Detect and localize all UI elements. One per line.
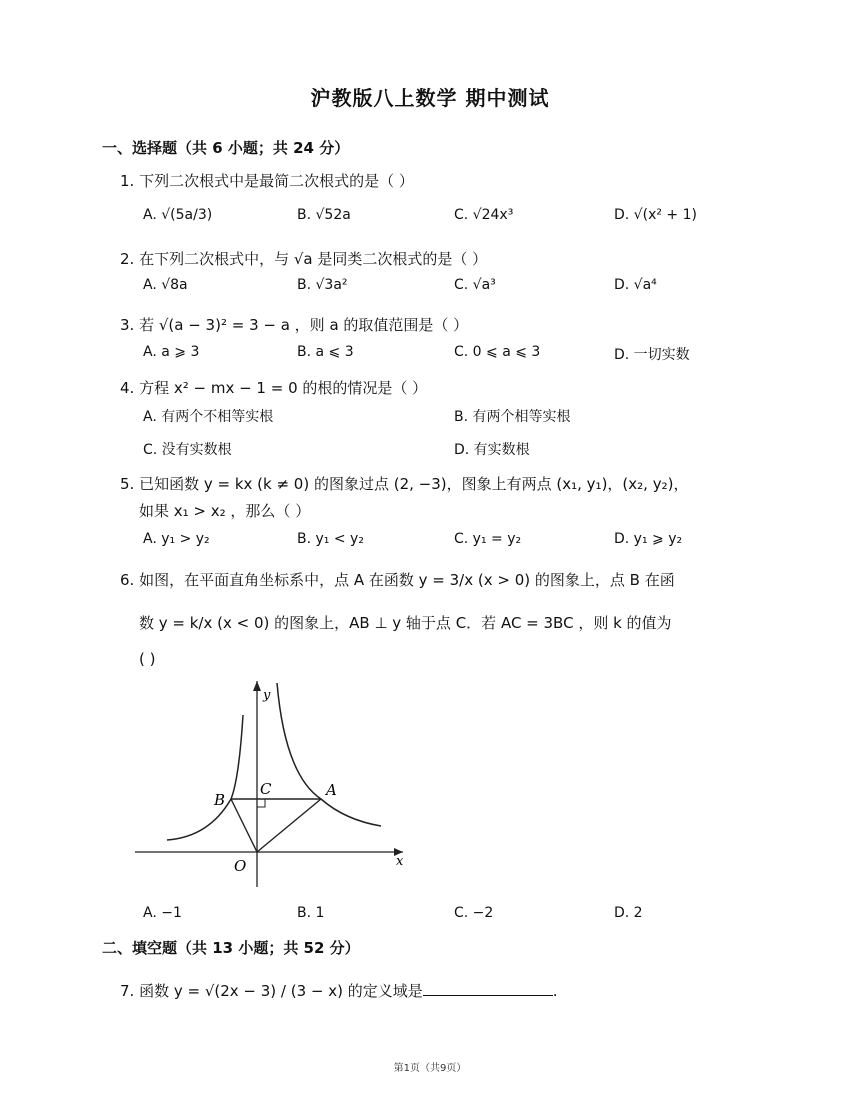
question-6-stem: 6. 如图，在平面直角坐标系中，点 A 在函数 y = 3/x (x > 0) 的图象上，点 B 在函	[120, 571, 675, 589]
question-3-option-a: A. a ⩾ 3	[143, 344, 200, 360]
label-c: C	[260, 780, 272, 798]
question-7-stem	[120, 980, 558, 1001]
question-7-text: 7. 函数 y = √(2x − 3) / (3 − x) 的定义域是	[120, 982, 423, 1000]
curve-right-branch	[277, 683, 381, 826]
section-heading-fill-in: 二、填空题（共 13 小题；共 52 分）	[102, 939, 360, 957]
segment-ao	[257, 799, 321, 852]
question-4-option-d: D. 有实数根	[454, 442, 530, 458]
question-5-stem-line2: 如果 x₁ > x₂ ，那么（ ）	[139, 502, 311, 520]
question-1-option-d: D. √(x² + 1)	[614, 207, 697, 223]
label-o: O	[234, 857, 247, 875]
curve-left-branch	[167, 715, 243, 840]
question-5-option-a: A. y₁ > y₂	[143, 531, 210, 547]
question-6-stem-line3: ( )	[139, 650, 156, 668]
question-2-option-a: A. √8a	[143, 277, 188, 293]
question-6-option-b: B. 1	[297, 905, 325, 921]
question-5-option-c: C. y₁ = y₂	[454, 531, 522, 547]
question-4-option-c: C. 没有实数根	[143, 442, 232, 458]
question-1-option-c: C. √24x³	[454, 207, 514, 223]
question-2-stem: 2. 在下列二次根式中，与 √a 是同类二次根式的是（ ）	[120, 250, 488, 268]
section-heading-choice: 一、选择题（共 6 小题；共 24 分）	[102, 139, 350, 157]
question-2-option-b: B. √3a²	[297, 277, 348, 293]
question-2-option-c: C. √a³	[454, 277, 496, 293]
right-angle-mark	[257, 799, 265, 807]
question-5-option-d: D. y₁ ⩾ y₂	[614, 531, 683, 547]
segment-bo	[231, 799, 257, 852]
page-footer: 第1页（共9页）	[393, 1063, 467, 1074]
y-axis-arrow-icon	[253, 681, 261, 691]
question-7-period: .	[552, 982, 558, 1000]
question-4-option-b: B. 有两个相等实根	[454, 409, 571, 425]
question-1-option-b: B. √52a	[297, 207, 351, 223]
question-6-stem-line2: 数 y = k/x (x < 0) 的图象上，AB ⊥ y 轴于点 C．若 AC = 3BC ，则 k 的值为	[139, 614, 672, 632]
question-1-option-a: A. √(5a/3)	[143, 207, 213, 223]
answer-blank[interactable]	[423, 981, 553, 996]
label-x: x	[396, 854, 404, 869]
question-2-option-d: D. √a⁴	[614, 277, 657, 293]
question-3-stem: 3. 若 √(a − 3)² = 3 − a ，则 a 的取值范围是（ ）	[120, 316, 469, 334]
question-4-option-a: A. 有两个不相等实根	[143, 409, 274, 425]
question-6-figure	[135, 675, 415, 895]
question-3-option-b: B. a ⩽ 3	[297, 344, 354, 360]
question-6-option-a: A. −1	[143, 905, 182, 921]
question-1-stem: 1. 下列二次根式中是最简二次根式的是（ ）	[120, 172, 414, 190]
label-a: A	[326, 781, 337, 799]
question-6-option-d: D. 2	[614, 905, 643, 921]
question-3-option-c: C. 0 ⩽ a ⩽ 3	[454, 344, 541, 360]
question-5-option-b: B. y₁ < y₂	[297, 531, 364, 547]
label-b: B	[214, 791, 226, 809]
page-title: 沪教版八上数学 期中测试	[310, 86, 550, 110]
question-4-stem: 4. 方程 x² − mx − 1 = 0 的根的情况是（ ）	[120, 379, 428, 397]
question-3-option-d: D. 一切实数	[614, 347, 690, 363]
question-5-stem: 5. 已知函数 y = kx (k ≠ 0) 的图象过点 (2, −3)，图象上有两点 (x₁, y₁)，(x₂, y₂)，	[120, 475, 689, 493]
label-y: y	[263, 688, 271, 703]
question-6-option-c: C. −2	[454, 905, 494, 921]
